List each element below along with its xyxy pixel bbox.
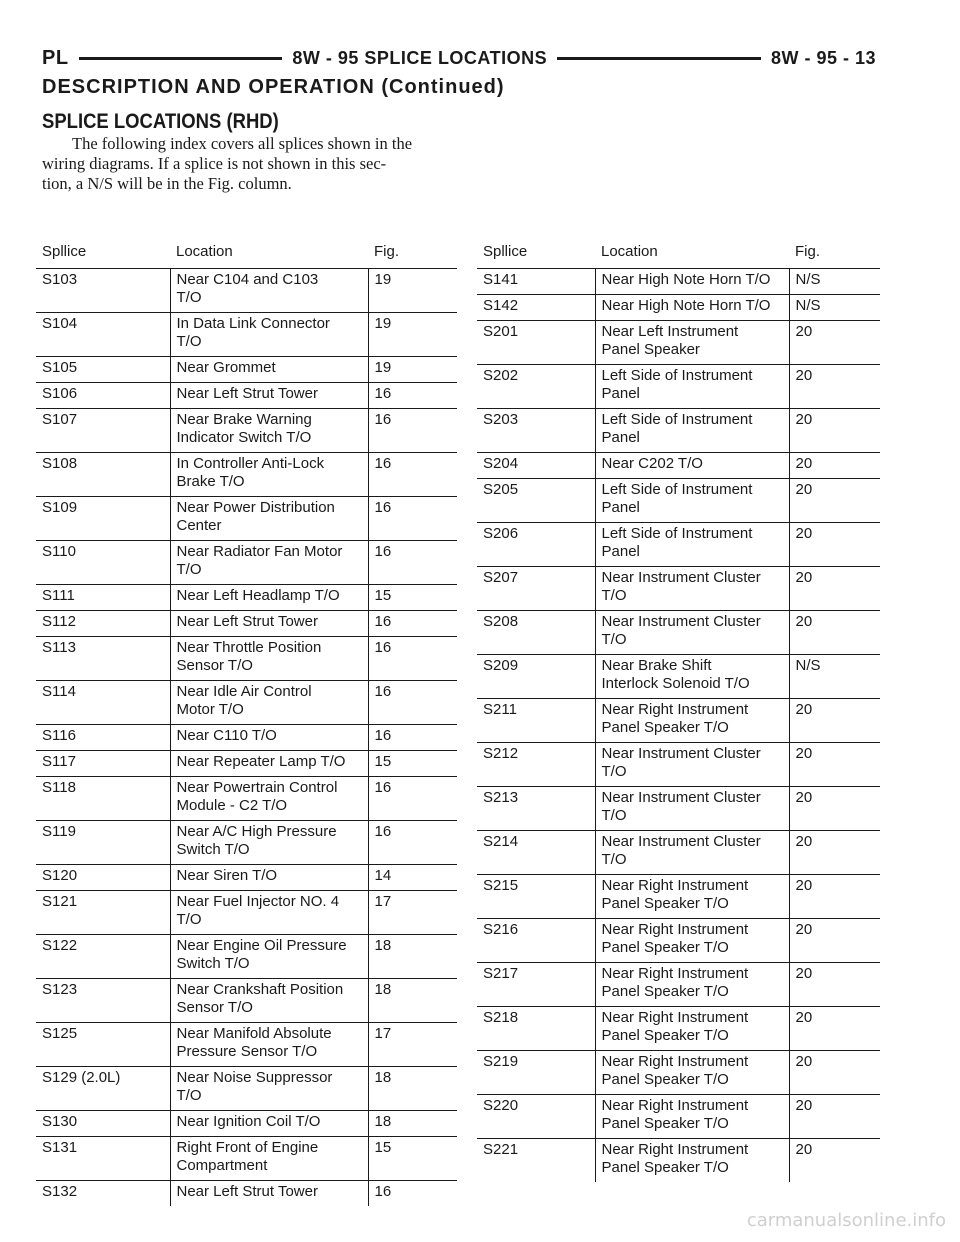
location-cell bbox=[170, 1023, 368, 1067]
location-cell bbox=[595, 295, 789, 321]
location-cell bbox=[170, 935, 368, 979]
location-cell bbox=[595, 567, 789, 611]
table-header-row bbox=[36, 241, 457, 269]
table-row bbox=[36, 1111, 457, 1137]
splice-id-cell: S220 bbox=[477, 1095, 595, 1139]
table-row bbox=[36, 751, 457, 777]
location-line: Left Side of Instrument bbox=[601, 481, 753, 498]
location-line: T/O bbox=[176, 289, 202, 306]
table-row bbox=[36, 585, 457, 611]
table-row bbox=[36, 611, 457, 637]
location-line: Motor T/O bbox=[176, 701, 244, 718]
splice-id-cell: S208 bbox=[477, 611, 595, 655]
location-cell bbox=[170, 1067, 368, 1111]
splice-table-left bbox=[36, 241, 457, 1206]
fig-cell: 20 bbox=[789, 963, 880, 1007]
intro-line: wiring diagrams. If a splice is not shown in this sec- bbox=[42, 154, 387, 173]
fig-cell: 20 bbox=[789, 875, 880, 919]
column-header-splice: Spllice bbox=[36, 241, 170, 269]
location-cell bbox=[595, 875, 789, 919]
splice-id-cell: S206 bbox=[477, 523, 595, 567]
splice-id-cell: S110 bbox=[36, 541, 170, 585]
page-title: SPLICE LOCATIONS (RHD) bbox=[42, 110, 279, 133]
location-line: Left Side of Instrument bbox=[601, 525, 753, 542]
table-row bbox=[477, 523, 880, 567]
location-line: Near Throttle Position bbox=[176, 639, 322, 656]
location-line: Near Powertrain Control bbox=[176, 779, 338, 796]
location-cell bbox=[595, 699, 789, 743]
fig-cell: 16 bbox=[368, 611, 457, 637]
table-header-row bbox=[477, 241, 880, 269]
location-line: Near Left Instrument bbox=[601, 323, 739, 340]
location-line: Pressure Sensor T/O bbox=[176, 1043, 318, 1060]
location-cell bbox=[170, 725, 368, 751]
table-row bbox=[477, 453, 880, 479]
column-header-location: Location bbox=[595, 241, 789, 269]
location-line: Interlock Solenoid T/O bbox=[601, 675, 750, 692]
location-cell bbox=[595, 963, 789, 1007]
location-line: Near Right Instrument bbox=[601, 877, 749, 894]
splice-id-cell: S120 bbox=[36, 865, 170, 891]
splice-id-cell: S202 bbox=[477, 365, 595, 409]
intro-paragraph bbox=[42, 134, 462, 194]
location-line: Left Side of Instrument bbox=[601, 411, 753, 428]
fig-cell: 20 bbox=[789, 321, 880, 365]
fig-cell: 20 bbox=[795, 1141, 813, 1158]
location-line: T/O bbox=[601, 851, 627, 868]
splice-id-cell: S214 bbox=[477, 831, 595, 875]
fig-cell: 16 bbox=[368, 637, 457, 681]
fig-cell: 17 bbox=[368, 891, 457, 935]
fig-cell: 20 bbox=[789, 743, 880, 787]
location-line: Left Side of Instrument bbox=[601, 367, 753, 384]
location-cell bbox=[170, 453, 368, 497]
location-cell bbox=[170, 383, 368, 409]
table-row bbox=[477, 699, 880, 743]
fig-cell: 16 bbox=[368, 383, 457, 409]
location-cell bbox=[595, 1007, 789, 1051]
table-row bbox=[36, 313, 457, 357]
splice-id-cell: S122 bbox=[36, 935, 170, 979]
splice-id-cell: S218 bbox=[477, 1007, 595, 1051]
location-cell bbox=[170, 497, 368, 541]
location-cell bbox=[595, 655, 789, 699]
table-row bbox=[36, 637, 457, 681]
table-row bbox=[477, 365, 880, 409]
location-line: Near Idle Air Control bbox=[176, 683, 312, 700]
splice-id-cell: S118 bbox=[36, 777, 170, 821]
table-row bbox=[477, 1095, 880, 1139]
column-header-splice: Spllice bbox=[477, 241, 595, 269]
location-line: Panel Speaker T/O bbox=[601, 1159, 729, 1176]
fig-cell: 20 bbox=[789, 787, 880, 831]
fig-cell: 20 bbox=[789, 831, 880, 875]
fig-cell: 19 bbox=[368, 357, 457, 383]
fig-cell: 17 bbox=[368, 1023, 457, 1067]
fig-cell: 16 bbox=[368, 497, 457, 541]
fig-cell: 15 bbox=[368, 585, 457, 611]
location-line: Near Right Instrument bbox=[601, 921, 749, 938]
location-cell bbox=[595, 743, 789, 787]
table-row bbox=[477, 269, 880, 295]
splice-id-cell: S209 bbox=[477, 655, 595, 699]
location-line: Panel Speaker T/O bbox=[601, 1115, 729, 1132]
location-line: Near High Note Horn T/O bbox=[601, 271, 771, 288]
location-cell bbox=[595, 365, 789, 409]
splice-id-cell: S130 bbox=[36, 1111, 170, 1137]
table-row bbox=[477, 321, 880, 365]
splice-id-cell: S112 bbox=[36, 611, 170, 637]
location-line: Near Left Strut Tower bbox=[176, 385, 318, 402]
location-line: Near Siren T/O bbox=[176, 867, 278, 884]
location-line: Compartment bbox=[176, 1157, 268, 1174]
fig-cell: 20 bbox=[789, 1051, 880, 1095]
table-row bbox=[477, 479, 880, 523]
location-line: T/O bbox=[601, 631, 627, 648]
location-cell bbox=[595, 919, 789, 963]
table-row bbox=[36, 541, 457, 585]
splice-id-cell: S142 bbox=[477, 295, 595, 321]
table-row bbox=[36, 1023, 457, 1067]
splice-id-cell: S119 bbox=[36, 821, 170, 865]
splice-id-cell: S111 bbox=[36, 585, 170, 611]
table-row bbox=[477, 963, 880, 1007]
splice-id-cell: S219 bbox=[477, 1051, 595, 1095]
table-row bbox=[477, 611, 880, 655]
location-cell bbox=[595, 831, 789, 875]
table-row bbox=[36, 935, 457, 979]
table-row bbox=[477, 919, 880, 963]
fig-cell: N/S bbox=[789, 295, 880, 321]
location-cell bbox=[595, 479, 789, 523]
location-line: Panel bbox=[601, 499, 640, 516]
table-row bbox=[477, 743, 880, 787]
table-row bbox=[477, 409, 880, 453]
fig-cell: 15 bbox=[368, 1137, 457, 1181]
location-cell bbox=[170, 865, 368, 891]
location-line: T/O bbox=[601, 807, 627, 824]
fig-cell: 20 bbox=[789, 409, 880, 453]
location-line: Near C202 T/O bbox=[601, 455, 703, 472]
location-cell bbox=[595, 1051, 789, 1095]
fig-cell: 20 bbox=[789, 453, 880, 479]
location-line: Near Left Headlamp T/O bbox=[176, 587, 340, 604]
location-cell bbox=[170, 1181, 368, 1207]
location-line: Near Left Strut Tower bbox=[176, 1183, 318, 1200]
header-center-title: 8W - 95 SPLICE LOCATIONS bbox=[292, 47, 548, 68]
location-line: Near Manifold Absolute bbox=[176, 1025, 332, 1042]
location-line: Panel Speaker T/O bbox=[601, 895, 729, 912]
fig-cell: 20 bbox=[789, 523, 880, 567]
fig-cell: 16 bbox=[368, 409, 457, 453]
fig-cell: 19 bbox=[368, 313, 457, 357]
table-row bbox=[477, 295, 880, 321]
splice-table-right bbox=[477, 241, 880, 1182]
location-line: Near Instrument Cluster bbox=[601, 745, 761, 762]
location-line: Near Repeater Lamp T/O bbox=[176, 753, 346, 770]
location-line: Near Crankshaft Position bbox=[176, 981, 344, 998]
location-cell bbox=[170, 611, 368, 637]
fig-cell: 16 bbox=[374, 1183, 392, 1200]
fig-cell: 14 bbox=[368, 865, 457, 891]
splice-id-cell: S113 bbox=[36, 637, 170, 681]
table-row bbox=[36, 383, 457, 409]
location-line: In Data Link Connector bbox=[176, 315, 330, 332]
location-line: Near Instrument Cluster bbox=[601, 613, 761, 630]
intro-line: tion, a N/S will be in the Fig. column. bbox=[42, 174, 292, 193]
fig-cell: 16 bbox=[368, 725, 457, 751]
column-header-fig: Fig. bbox=[789, 241, 880, 269]
table-row bbox=[36, 357, 457, 383]
location-line: Near Instrument Cluster bbox=[601, 569, 761, 586]
splice-id-cell: S129 (2.0L) bbox=[36, 1067, 170, 1111]
table-row bbox=[477, 1051, 880, 1095]
fig-cell: 20 bbox=[789, 479, 880, 523]
fig-cell: 18 bbox=[368, 979, 457, 1023]
location-line: Near Right Instrument bbox=[601, 1053, 749, 1070]
fig-cell: 16 bbox=[368, 681, 457, 725]
location-cell bbox=[170, 1137, 368, 1181]
splice-id-cell: S121 bbox=[36, 891, 170, 935]
fig-cell: 20 bbox=[789, 919, 880, 963]
location-line: Near High Note Horn T/O bbox=[601, 297, 771, 314]
fig-cell: 16 bbox=[368, 777, 457, 821]
table-row bbox=[36, 891, 457, 935]
location-line: Sensor T/O bbox=[176, 999, 253, 1016]
location-line: Near Grommet bbox=[176, 359, 276, 376]
splice-id-cell: S123 bbox=[36, 979, 170, 1023]
column-header-location: Location bbox=[170, 241, 368, 269]
location-cell bbox=[170, 269, 368, 313]
location-cell bbox=[595, 409, 789, 453]
header-rule-right bbox=[557, 57, 761, 60]
location-line: Near A/C High Pressure bbox=[176, 823, 337, 840]
location-line: Near Engine Oil Pressure bbox=[176, 937, 347, 954]
fig-cell: 19 bbox=[368, 269, 457, 313]
splice-id-cell: S201 bbox=[477, 321, 595, 365]
splice-id-cell: S131 bbox=[36, 1137, 170, 1181]
location-line: Right Front of Engine bbox=[176, 1139, 319, 1156]
splice-id-cell: S141 bbox=[477, 269, 595, 295]
location-line: Near Brake Warning bbox=[176, 411, 312, 428]
fig-cell: 16 bbox=[368, 541, 457, 585]
splice-id-cell: S104 bbox=[36, 313, 170, 357]
splice-id-cell: S215 bbox=[477, 875, 595, 919]
location-cell bbox=[595, 1139, 789, 1183]
location-cell bbox=[170, 1111, 368, 1137]
fig-cell: 20 bbox=[789, 1007, 880, 1051]
location-line: T/O bbox=[601, 587, 627, 604]
location-cell bbox=[170, 681, 368, 725]
table-row bbox=[477, 831, 880, 875]
location-line: Near Right Instrument bbox=[601, 1097, 749, 1114]
location-cell bbox=[170, 409, 368, 453]
table-row bbox=[36, 821, 457, 865]
splice-id-cell: S107 bbox=[36, 409, 170, 453]
fig-cell: 16 bbox=[368, 453, 457, 497]
fig-cell: N/S bbox=[789, 655, 880, 699]
table-row bbox=[36, 1137, 457, 1181]
location-line: Near C104 and C103 bbox=[176, 271, 319, 288]
watermark: carmanualsonline.info bbox=[746, 1210, 946, 1231]
table-row bbox=[477, 1139, 880, 1183]
splice-id-cell: S211 bbox=[477, 699, 595, 743]
location-line: Near Noise Suppressor bbox=[176, 1069, 333, 1086]
location-cell bbox=[170, 541, 368, 585]
splice-id-cell: S114 bbox=[36, 681, 170, 725]
location-cell bbox=[170, 751, 368, 777]
fig-cell: 20 bbox=[789, 611, 880, 655]
location-line: Panel bbox=[601, 385, 640, 402]
section-heading: DESCRIPTION AND OPERATION (Continued) bbox=[42, 76, 505, 98]
location-cell bbox=[170, 357, 368, 383]
location-cell bbox=[595, 611, 789, 655]
column-header-fig: Fig. bbox=[368, 241, 457, 269]
location-line: Panel Speaker T/O bbox=[601, 1071, 729, 1088]
splice-id-cell: S132 bbox=[36, 1181, 170, 1207]
fig-cell: 18 bbox=[368, 935, 457, 979]
location-line: Sensor T/O bbox=[176, 657, 253, 674]
splice-id-cell: S207 bbox=[477, 567, 595, 611]
location-line: Switch T/O bbox=[176, 841, 250, 858]
table-row bbox=[36, 1067, 457, 1111]
fig-cell: 20 bbox=[789, 567, 880, 611]
table-row bbox=[36, 409, 457, 453]
location-cell bbox=[595, 321, 789, 365]
table-row bbox=[477, 655, 880, 699]
header-left-code: PL bbox=[42, 46, 69, 69]
splice-id-cell: S116 bbox=[36, 725, 170, 751]
table-row bbox=[36, 777, 457, 821]
fig-cell: 18 bbox=[368, 1067, 457, 1111]
splice-id-cell: S117 bbox=[36, 751, 170, 777]
fig-cell: N/S bbox=[789, 269, 880, 295]
table-row bbox=[477, 787, 880, 831]
location-line: Brake T/O bbox=[176, 473, 245, 490]
location-line: T/O bbox=[176, 561, 202, 578]
table-row bbox=[36, 1181, 457, 1207]
location-cell bbox=[595, 523, 789, 567]
table-row bbox=[477, 1007, 880, 1051]
table-row bbox=[36, 497, 457, 541]
splice-id-cell: S216 bbox=[477, 919, 595, 963]
table-body bbox=[477, 269, 880, 1183]
location-cell bbox=[595, 453, 789, 479]
location-line: In Controller Anti-Lock bbox=[176, 455, 325, 472]
location-line: Panel Speaker T/O bbox=[601, 1027, 729, 1044]
location-line: Near Right Instrument bbox=[601, 1009, 749, 1026]
splice-id-cell: S213 bbox=[477, 787, 595, 831]
splice-id-cell: S212 bbox=[477, 743, 595, 787]
splice-id-cell: S205 bbox=[477, 479, 595, 523]
location-cell bbox=[170, 821, 368, 865]
table-row bbox=[36, 453, 457, 497]
header-rule-left bbox=[79, 57, 283, 60]
location-line: Panel Speaker T/O bbox=[601, 719, 729, 736]
page-header bbox=[42, 44, 876, 72]
location-line: T/O bbox=[601, 763, 627, 780]
table-row bbox=[36, 725, 457, 751]
location-cell bbox=[170, 777, 368, 821]
intro-line: The following index covers all splices shown in the bbox=[72, 134, 413, 153]
table-row bbox=[36, 681, 457, 725]
location-line: Near Right Instrument bbox=[601, 965, 749, 982]
location-line: Indicator Switch T/O bbox=[176, 429, 312, 446]
splice-id-cell: S204 bbox=[477, 453, 595, 479]
location-line: T/O bbox=[176, 1087, 202, 1104]
table-row bbox=[36, 269, 457, 313]
fig-cell: 20 bbox=[789, 365, 880, 409]
location-line: Near C110 T/O bbox=[176, 727, 277, 744]
table-row bbox=[477, 567, 880, 611]
location-line: T/O bbox=[176, 333, 202, 350]
location-line: Module - C2 T/O bbox=[176, 797, 288, 814]
splice-id-cell: S108 bbox=[36, 453, 170, 497]
splice-id-cell: S125 bbox=[36, 1023, 170, 1067]
location-line: Near Right Instrument bbox=[601, 1141, 749, 1158]
location-line: Near Brake Shift bbox=[601, 657, 712, 674]
table-body bbox=[36, 269, 457, 1207]
location-cell bbox=[170, 891, 368, 935]
location-line: Near Instrument Cluster bbox=[601, 833, 761, 850]
fig-cell: 15 bbox=[368, 751, 457, 777]
location-line: Switch T/O bbox=[176, 955, 250, 972]
table-row bbox=[36, 979, 457, 1023]
location-line: Panel Speaker T/O bbox=[601, 939, 729, 956]
location-line: Panel bbox=[601, 543, 640, 560]
location-line: Center bbox=[176, 517, 222, 534]
location-line: Panel Speaker T/O bbox=[601, 983, 729, 1000]
location-line: Near Instrument Cluster bbox=[601, 789, 761, 806]
table-row bbox=[36, 865, 457, 891]
splice-id-cell: S109 bbox=[36, 497, 170, 541]
location-cell bbox=[595, 269, 789, 295]
location-cell bbox=[595, 1095, 789, 1139]
splice-id-cell: S221 bbox=[477, 1139, 595, 1183]
splice-id-cell: S203 bbox=[477, 409, 595, 453]
table-row bbox=[477, 875, 880, 919]
location-line: Near Radiator Fan Motor bbox=[176, 543, 343, 560]
header-page-number: 8W - 95 - 13 bbox=[770, 47, 876, 68]
fig-cell: 20 bbox=[789, 1095, 880, 1139]
location-line: Near Left Strut Tower bbox=[176, 613, 318, 630]
location-line: Panel Speaker bbox=[601, 341, 700, 358]
location-cell bbox=[170, 979, 368, 1023]
fig-cell: 20 bbox=[789, 699, 880, 743]
location-cell bbox=[170, 313, 368, 357]
splice-id-cell: S105 bbox=[36, 357, 170, 383]
location-line: T/O bbox=[176, 911, 202, 928]
location-cell bbox=[170, 637, 368, 681]
splice-id-cell: S106 bbox=[36, 383, 170, 409]
location-line: Near Fuel Injector NO. 4 bbox=[176, 893, 340, 910]
location-line: Near Right Instrument bbox=[601, 701, 749, 718]
splice-id-cell: S103 bbox=[36, 269, 170, 313]
fig-cell: 18 bbox=[368, 1111, 457, 1137]
fig-cell: 16 bbox=[368, 821, 457, 865]
location-cell bbox=[595, 787, 789, 831]
location-line: Near Ignition Coil T/O bbox=[176, 1113, 321, 1130]
location-line: Panel bbox=[601, 429, 640, 446]
location-cell bbox=[170, 585, 368, 611]
splice-id-cell: S217 bbox=[477, 963, 595, 1007]
location-line: Near Power Distribution bbox=[176, 499, 335, 516]
